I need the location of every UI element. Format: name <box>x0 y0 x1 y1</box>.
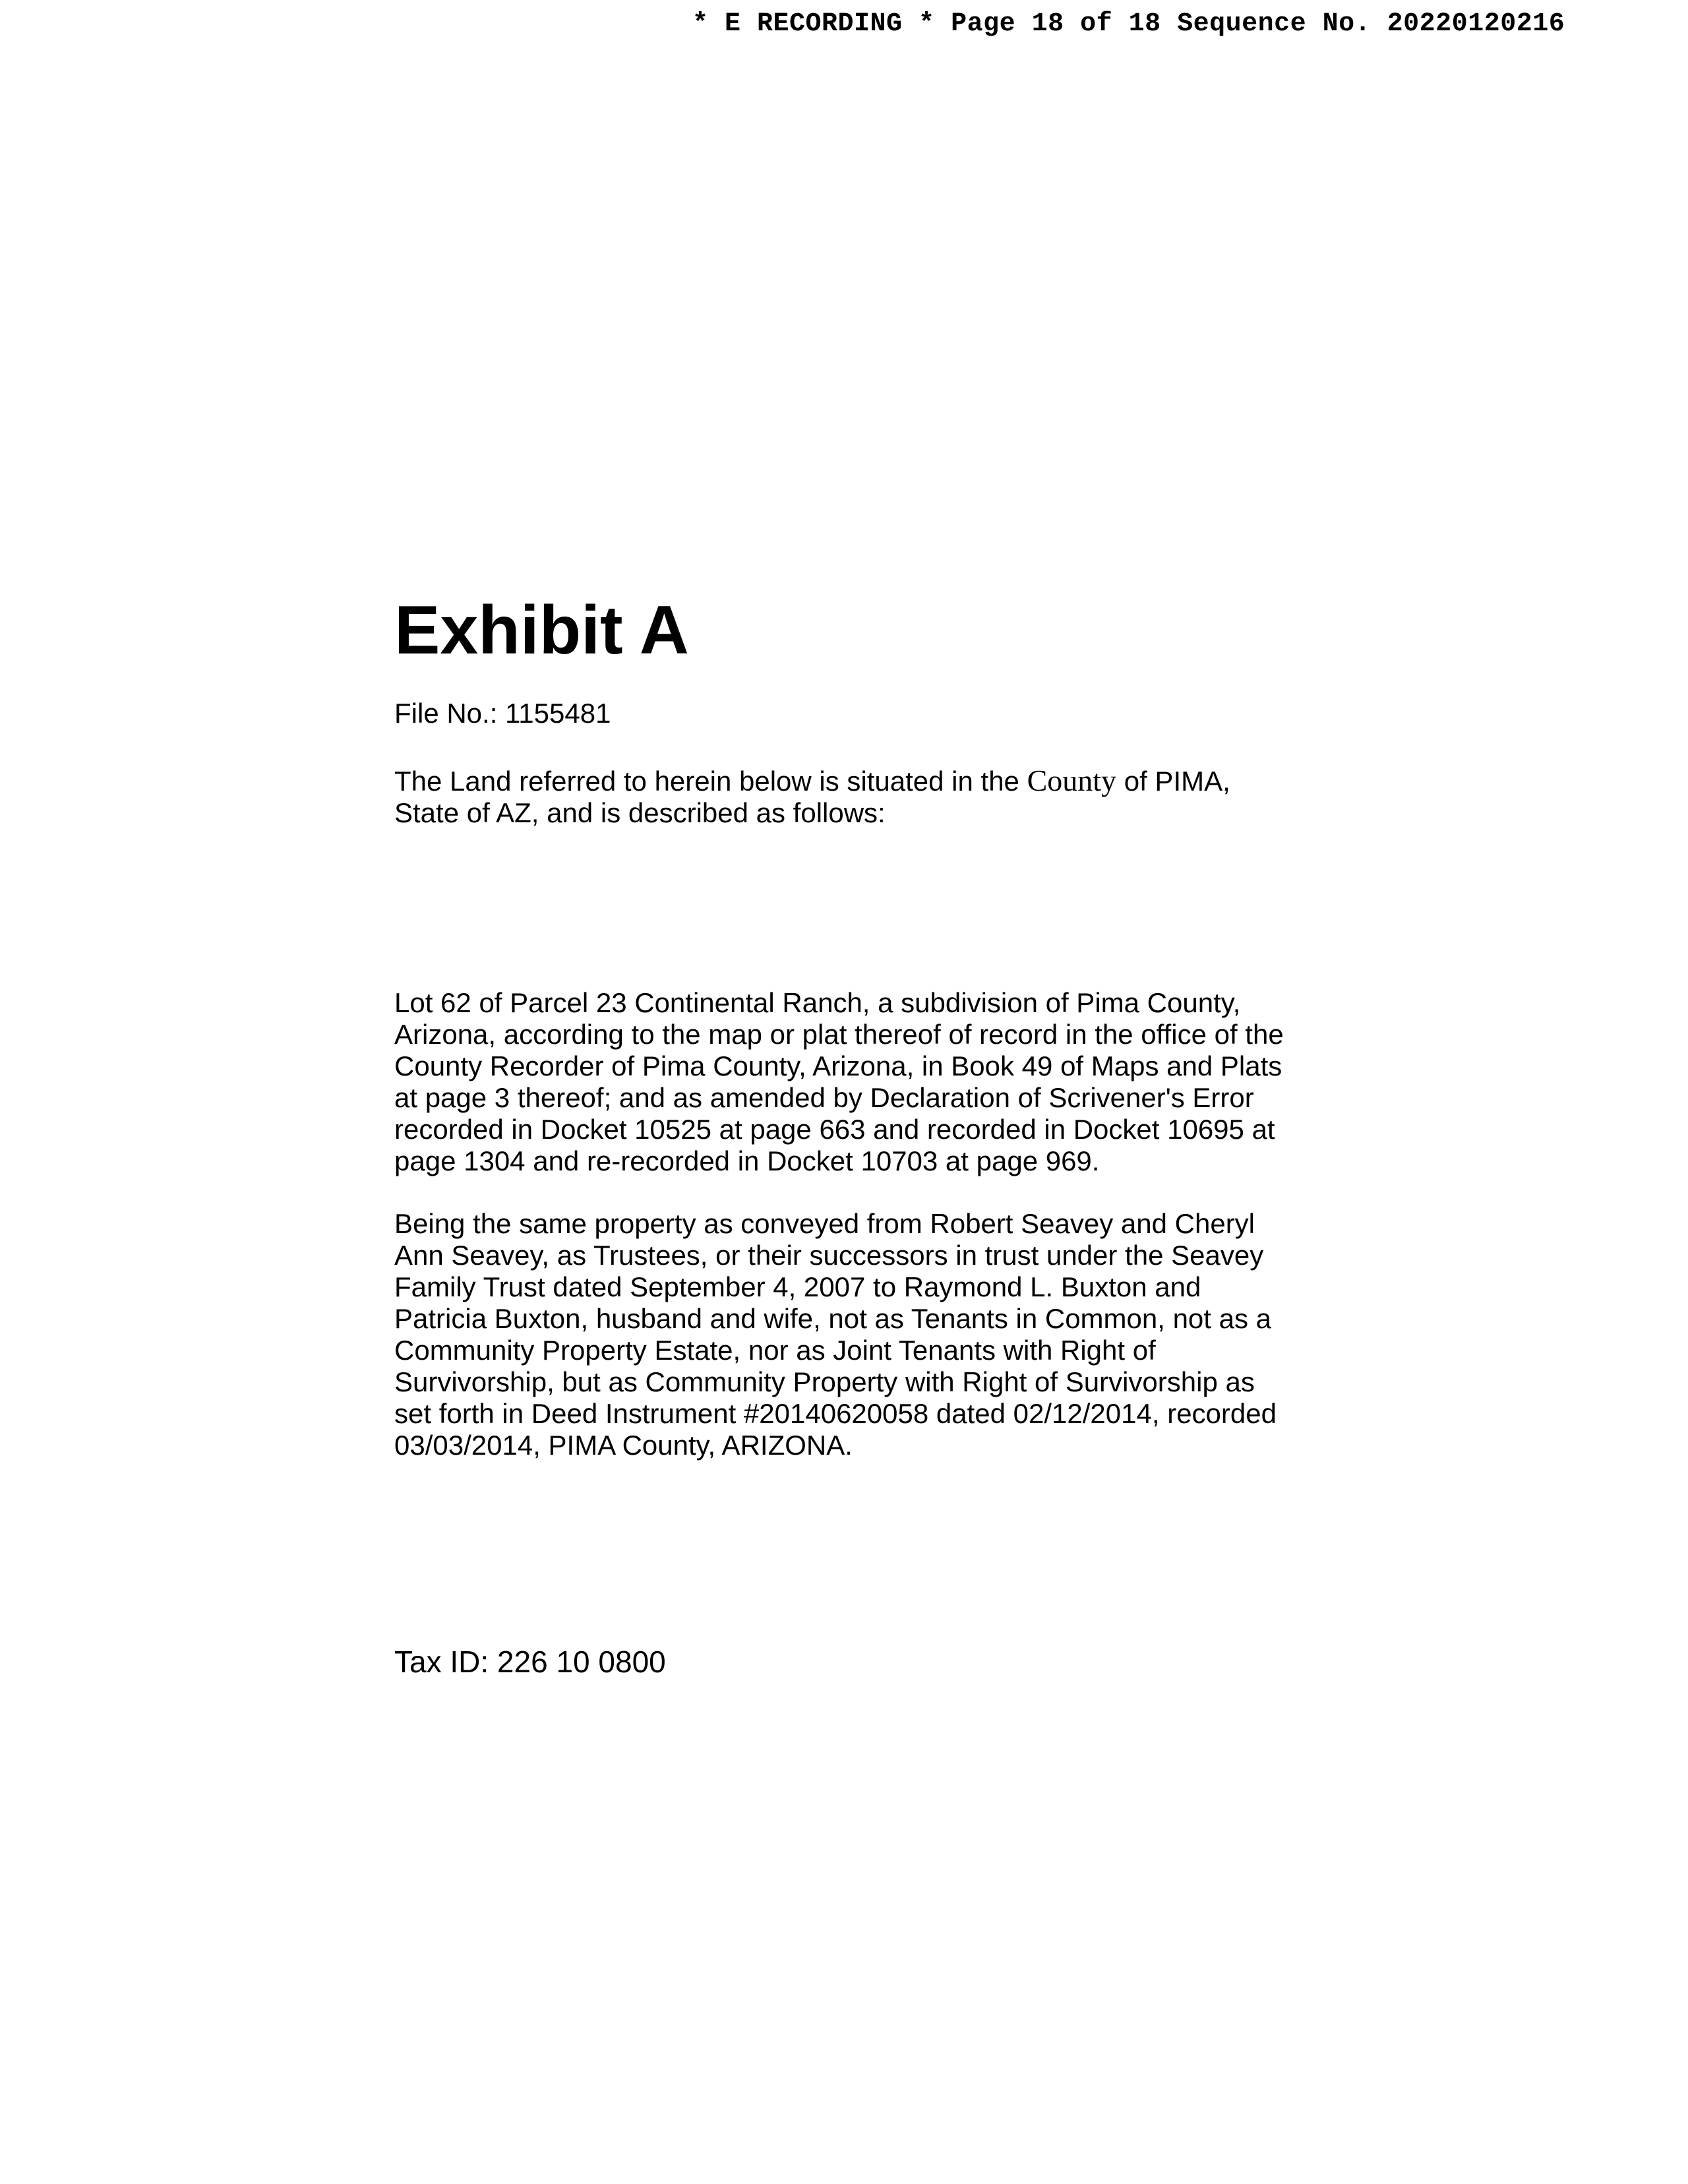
legal-description-paragraph <box>394 987 1304 1177</box>
conveyance-line: Being the same property as conveyed from Robert Seavey and Cheryl <box>394 1208 1255 1239</box>
file-number: File No.: 1155481 <box>394 698 611 729</box>
legal-description-line: County Recorder of Pima County, Arizona, in Book 49 of Maps and Plats <box>394 1050 1282 1081</box>
conveyance-line: Family Trust dated September 4, 2007 to Raymond L. Buxton and <box>394 1271 1201 1302</box>
intro-line-2: State of AZ, and is described as follows: <box>394 797 886 828</box>
conveyance-line: set forth in Deed Instrument #20140620058 dated 02/12/2014, recorded <box>394 1398 1277 1429</box>
recording-header: * E RECORDING * Page 18 of 18 Sequence No. 20220120216 <box>692 9 1565 39</box>
conveyance-line: Patricia Buxton, husband and wife, not as Tenants in Common, not as a <box>394 1303 1272 1334</box>
conveyance-line: Community Property Estate, nor as Joint Tenants with Right of <box>394 1335 1156 1366</box>
intro-county-word: County <box>1027 764 1117 797</box>
intro-line-1-start: The Land referred to herein below is situated in the <box>394 766 1027 797</box>
legal-description-line: at page 3 thereof; and as amended by Declaration of Scrivener's Error <box>394 1082 1254 1113</box>
conveyance-paragraph <box>394 1208 1304 1461</box>
conveyance-line: Survivorship, but as Community Property with Right of Survivorship as <box>394 1366 1255 1397</box>
legal-description-line: recorded in Docket 10525 at page 663 and recorded in Docket 10695 at <box>394 1114 1275 1145</box>
conveyance-line: 03/03/2014, PIMA County, ARIZONA. <box>394 1430 853 1461</box>
exhibit-title: Exhibit A <box>394 592 689 669</box>
legal-description-line: Arizona, according to the map or plat thereof of record in the office of the <box>394 1019 1284 1050</box>
legal-description-line: Lot 62 of Parcel 23 Continental Ranch, a subdivision of Pima County, <box>394 987 1241 1018</box>
conveyance-line: Ann Seavey, as Trustees, or their successors in trust under the Seavey <box>394 1240 1264 1271</box>
intro-line-1 <box>394 765 1304 797</box>
tax-id: Tax ID: 226 10 0800 <box>394 1645 666 1679</box>
legal-description-line: page 1304 and re-recorded in Docket 10703 at page 969. <box>394 1145 1100 1176</box>
land-intro-paragraph <box>394 765 1304 829</box>
intro-line-1-end: of PIMA, <box>1116 766 1230 797</box>
